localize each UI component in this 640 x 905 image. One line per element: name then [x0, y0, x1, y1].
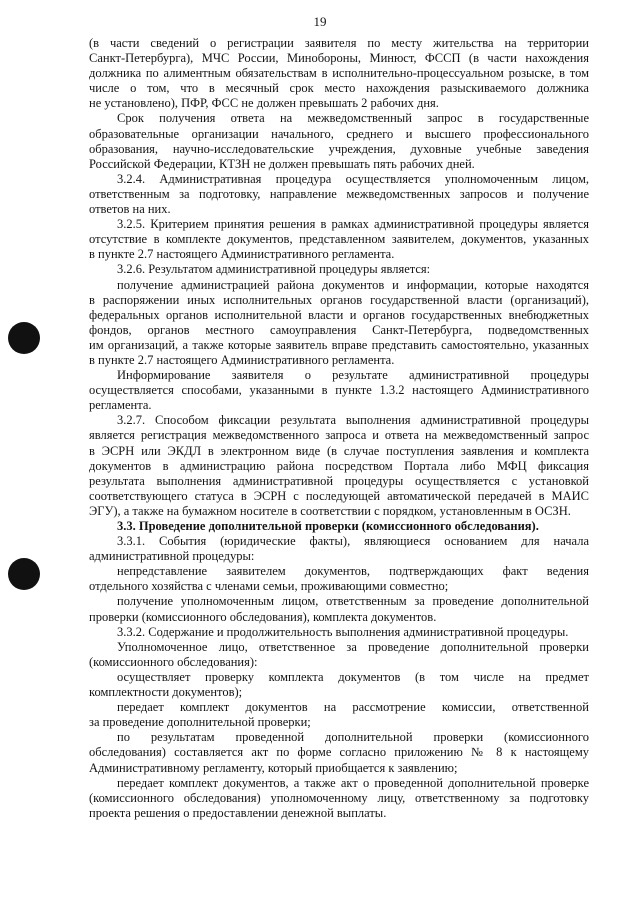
text-line: федеральных органов исполнительной власти и органов государственных внебюджетных [89, 307, 589, 322]
text-line: регламента. [89, 398, 152, 413]
text-line: административной процедуры: [89, 549, 255, 564]
text-line: в ЭСРН или ЭКДЛ в электронном виде (в случае поступления заявления и комплекта [89, 443, 589, 458]
text-line: документов в администрацию района посредством Портала либо МФЦ фиксация [89, 458, 589, 473]
text-line: проверки (комиссионного обследования), комплекта документов. [89, 609, 437, 624]
text-line: 3.2.6. Результатом административной процедуры является: [117, 262, 431, 277]
text-line: в пункте 2.7 настоящего Административного регламента. [89, 247, 395, 262]
text-line: отсутствие в комплекте документов, представленном заявителем, документов, указанных [89, 232, 589, 247]
text-line: Административному регламенту, который приобщается к заявлению; [89, 760, 458, 775]
text-line: соответствующего статуса в ЭСРН с последующей автоматической передачей в МАИС [89, 488, 589, 503]
text-line: должника по алиментным обязательствам в исполнительно-процессуальном розыске, в том [89, 66, 589, 81]
text-line: результата выполнения административной процедуры осуществляется с установкой [89, 473, 589, 488]
document-body [89, 36, 589, 821]
text-line: проекта решения о предоставлении денежной выплаты. [89, 805, 387, 820]
text-line: 3.3.1. События (юридические факты), являющиеся основанием для начала [117, 534, 589, 549]
text-line: ответов на них. [89, 202, 171, 217]
text-line: 3.2.7. Способом фиксации результата выполнения административной процедуры [117, 413, 589, 428]
text-line: ответственным за подготовку, направление межведомственных запросов и получение [89, 186, 589, 201]
text-line: 3.3.2. Содержание и продолжительность выполнения административной процедуры. [117, 624, 569, 639]
text-line: получение администрацией района документов и информации, которые находятся [117, 277, 589, 292]
text-line: отдельного хозяйства с членами семьи, проживающими совместно; [89, 579, 449, 594]
text-line: непредставление заявителем документов, подтверждающих факт ведения [117, 564, 589, 579]
text-line: (комиссионного обследования): [89, 654, 258, 669]
text-line: комплектности документов); [89, 685, 243, 700]
text-line: (в части сведений о регистрации заявителя по месту жительства на территории [89, 36, 589, 50]
text-line: Уполномоченное лицо, ответственное за проведение дополнительной проверки [117, 639, 589, 654]
text-line: фондов, органов местного самоуправления Санкт-Петербурга, подведомственных [89, 322, 589, 337]
punch-hole-mark [8, 322, 40, 354]
text-line: 3.2.4. Административная процедура осуществляется уполномоченным лицом, [117, 171, 589, 186]
text-line: им организаций, а также которые заявитель вправе представить самостоятельно, указанных [89, 337, 589, 352]
text-line: числе о том, что в месячный срок место нахождения разыскиваемого должника [89, 81, 589, 96]
text-line: за проведение дополнительной проверки; [89, 715, 311, 730]
text-line: обследования) составляется акт по форме согласно приложению № 8 к настоящему [89, 745, 589, 760]
text-line: в пункте 2.7 настоящего Административного регламента. [89, 352, 395, 367]
text-line: осуществляет проверку комплекта документов (в том числе на предмет [117, 669, 589, 684]
text-line: по результатам проведенной дополнительной проверки (комиссионного [117, 730, 589, 745]
section-heading-line: 3.3. Проведение дополнительной проверки (комиссионного обследования). [117, 519, 539, 533]
text-line: ЭГУ), а также на бумажном носителе в соответствии с порядком, установленным в ОСЗН. [89, 503, 571, 518]
text-line: образовательные организации начального, среднего и высшего профессионального [89, 126, 589, 141]
page-number: 19 [313, 14, 327, 29]
text-line: Срок получения ответа на межведомственный запрос в государственные [117, 111, 589, 126]
text-line: образования, научно-исследовательские учреждения, духовные учебные заведения [89, 141, 589, 156]
text-line: Санкт-Петербурга), МЧС России, Минобороны, Минюст, ФССП (в части нахождения [89, 51, 589, 66]
text-line: не установлено), ПФР, ФСС не должен превышать 2 рабочих дня. [89, 96, 439, 111]
text-line: является регистрация межведомственного запроса и ответа на межведомственный запрос [89, 428, 589, 443]
text-line: (комиссионного обследования) уполномоченному лицу, ответственному за подготовку [89, 790, 589, 805]
text-line: Российской Федерации, КТЗН не должен превышать пять рабочих дней. [89, 156, 475, 171]
punch-hole-mark [8, 558, 40, 590]
text-line: 3.2.5. Критерием принятия решения в рамках административной процедуры является [117, 217, 589, 232]
text-line: Информирование заявителя о результате административной процедуры [117, 368, 589, 383]
text-line: осуществляется способами, указанными в пункте 1.3.2 настоящего Административного [89, 383, 589, 398]
text-line: получение уполномоченным лицом, ответственным за проведение дополнительной [117, 594, 589, 609]
text-line: передает комплект документов на рассмотрение комиссии, ответственной [117, 700, 589, 715]
text-line: в распоряжении иных исполнительных органов государственной власти (организаций), [89, 292, 589, 307]
text-line: передает комплект документов, а также акт о проведенной дополнительной проверке [117, 775, 589, 790]
